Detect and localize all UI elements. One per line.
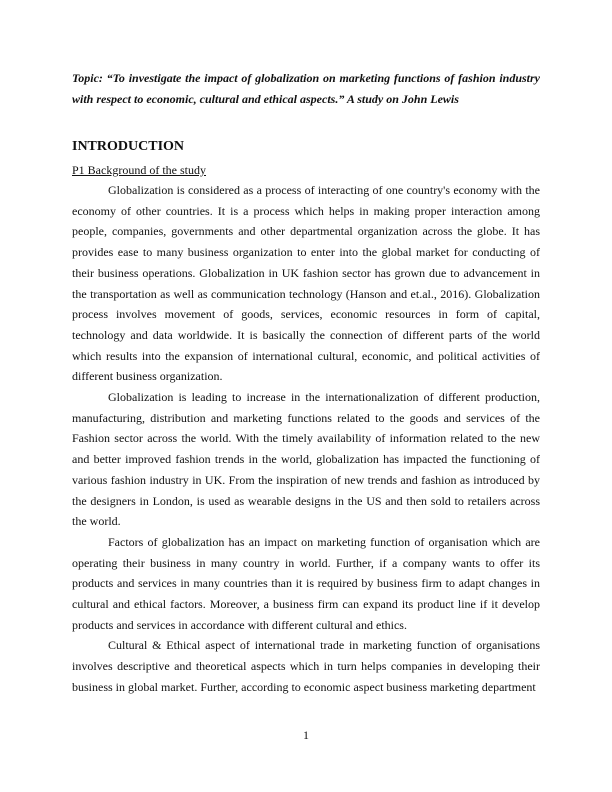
paragraph: Globalization is leading to increase in the internationalization of different production, manufacturing, distribution and marketing functions related to the goods and services of the Fashion sector across the world. With the timely availability of information related to the new and better improved fashion trends in the world, globalization has impacted the functioning of various fashion industry in UK. From the inspiration of new trends and fashion as introduced by the designers in London, is used as wearable designs in the US and then sold to retailers across the world. [72,390,540,529]
document-page [72,68,540,698]
topic-title: Topic: “To investigate the impact of globalization on marketing functions of fashion industry with respect to economic, cultural and ethical aspects.” A study on John Lewis [72,71,540,106]
subsection-heading: P1 Background of the study [72,163,206,177]
section-heading: INTRODUCTION [72,139,185,154]
paragraph: Globalization is considered as a process of interacting of one country's economy with the economy of other countries. It is a process which helps in making proper interaction among people, companies, governments and other departmental organization across the globe. It has provides ease to many business organization to enter into the global market for conducting of their business operations. Globalization in UK fashion sector has grown due to advancement in the transportation as well as communication technology (Hanson and et.al., 2016). Globalization process involves movement of goods, services, economic resources in form of capital, technology and data worldwide. It is basically the connection of different parts of the world which results into the expansion of international cultural, economic, and political activities of different business organization. [72,183,540,384]
page-number: 1 [303,728,309,742]
paragraph: Factors of globalization has an impact on marketing function of organisation which are operating their business in many country in world. Further, if a company wants to offer its products and services in many countries than it is required by business firm to adapt changes in cultural and ethical factors. Moreover, a business firm can expand its product line if it develop products and services in accordance with different cultural and ethics. [72,534,540,632]
paragraph: Cultural & Ethical aspect of international trade in marketing function of organisations involves descriptive and theoretical aspects which in turn helps companies in developing their business in global market. Further, according to economic aspect business marketing department [72,638,540,694]
